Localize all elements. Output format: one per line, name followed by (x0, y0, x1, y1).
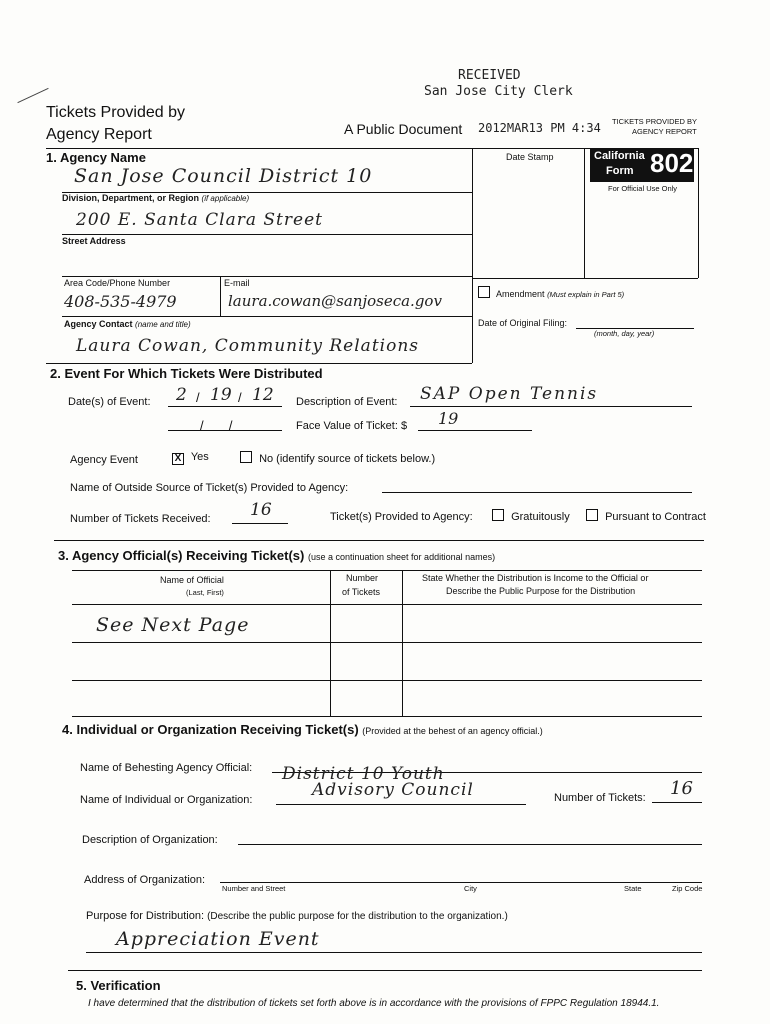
address-zip-caption: Zip Code (672, 884, 703, 893)
gratuitously-checkbox[interactable] (492, 509, 504, 521)
section1-heading: 1. Agency Name (46, 150, 146, 165)
provided-to-agency-label: Ticket(s) Provided to Agency: (330, 511, 473, 523)
division-note: (if applicable) (201, 194, 250, 203)
received-stamp: RECEIVED (458, 68, 521, 83)
phone-value: 408-535-4979 (64, 292, 177, 311)
behesting-official-value: District 10 Youth (282, 764, 445, 784)
public-document-label: A Public Document (344, 121, 463, 137)
amendment-note: (Must explain in Part 5) (547, 290, 625, 299)
organization-name-value: Advisory Council (312, 780, 474, 800)
section3-heading-note: (use a continuation sheet for additional names) (307, 552, 496, 562)
section5-heading: 5. Verification (76, 978, 161, 993)
amendment-checkbox[interactable] (478, 286, 490, 298)
face-value: 19 (438, 409, 459, 428)
section3-heading (58, 548, 495, 563)
behesting-official-label: Name of Behesting Agency Official: (80, 762, 253, 774)
col-name-header: Name of Official (160, 575, 224, 585)
org-address-rule[interactable] (220, 882, 702, 883)
division-label-text: Division, Department, or Region (62, 193, 200, 203)
stray-mark (17, 88, 48, 103)
section1-bottom-rule (46, 363, 472, 364)
event-date-rule (168, 406, 282, 407)
face-value-label: Face Value of Ticket: $ (296, 420, 408, 432)
tickets-received-label: Number of Tickets Received: (70, 513, 211, 525)
event-date-day: 19 (210, 385, 232, 405)
tickets-received-rule (232, 523, 288, 524)
table-top-rule (72, 570, 702, 571)
original-filing-label: Date of Original Filing: (478, 318, 568, 328)
corner-title-2: AGENCY REPORT (632, 127, 697, 136)
event-description-label: Description of Event: (296, 396, 398, 408)
address-street-caption: Number and Street (222, 884, 286, 893)
org-tickets-value: 16 (670, 778, 693, 799)
gratuitously-label: Gratuitously (511, 511, 570, 523)
agency-name-value: San Jose Council District 10 (74, 165, 373, 187)
org-tickets-rule (652, 802, 702, 803)
col-number-subheader: of Tickets (342, 587, 381, 597)
original-filing-format: (month, day, year) (594, 329, 655, 338)
date-stamp-divider (584, 148, 585, 278)
face-value-rule (418, 430, 532, 431)
contact-value: Laura Cowan, Community Relations (76, 336, 419, 356)
yes-label: Yes (190, 451, 209, 463)
contact-note: (name and title) (135, 320, 191, 329)
agency-column-divider (472, 148, 473, 363)
table-row-rule-2 (72, 680, 702, 681)
col-name-subheader: (Last, First) (186, 588, 224, 597)
verification-text: I have determined that the distribution of tickets set forth above is in accordance with the provisions of FPPC Regulation 18944.1. (88, 998, 660, 1009)
distribution-purpose-rule (86, 952, 702, 953)
email-value: laura.cowan@sanjoseca.gov (228, 292, 442, 310)
phone-label: Area Code/Phone Number (64, 278, 171, 288)
distribution-purpose-label-text: Purpose for Distribution: (86, 910, 204, 922)
contact-label (64, 319, 191, 329)
address-state-caption: State (624, 884, 642, 893)
pursuant-option (586, 509, 706, 523)
distribution-purpose-label (86, 910, 508, 922)
yes-checkbox[interactable]: X (172, 453, 184, 465)
section5-top-rule (68, 970, 702, 971)
gratuitously-option (492, 509, 570, 523)
table-col-divider-1 (330, 570, 331, 716)
street-address-label: Street Address (62, 236, 126, 246)
right-border (698, 148, 699, 278)
contact-top-rule (62, 316, 472, 317)
event-description-value: SAP Open Tennis (420, 384, 599, 404)
col-purpose-subheader: Describe the Public Purpose for the Distribution (446, 586, 636, 596)
section4-heading-note: (Provided at the behest of an agency official.) (362, 726, 543, 736)
org-description-label: Description of Organization: (82, 834, 218, 846)
table-header-rule (72, 604, 702, 605)
ca-form-badge (590, 148, 694, 182)
ca-form-label-1: California (594, 150, 645, 162)
date-separator-2: / (238, 390, 242, 405)
agency-event-no (240, 451, 435, 465)
event-date2-separators: / / (200, 418, 233, 433)
outside-source-label: Name of Outside Source of Ticket(s) Provided to Agency: (70, 482, 349, 494)
phone-top-rule (62, 276, 472, 277)
agency-event-label: Agency Event (70, 454, 138, 466)
org-tickets-label: Number of Tickets: (554, 792, 646, 804)
official-use-label: For Official Use Only (608, 184, 678, 193)
distribution-purpose-value: Appreciation Event (116, 928, 320, 950)
section2-heading: 2. Event For Which Tickets Were Distributed (50, 366, 323, 381)
pursuant-label: Pursuant to Contract (605, 511, 706, 523)
table-col-divider-2 (402, 570, 403, 716)
ca-form-label-2: Form (606, 165, 634, 177)
date-stamp-text: 2012MAR13 PM 4:34 (478, 121, 601, 135)
col-purpose-header: State Whether the Distribution is Income to the Official or (422, 573, 649, 583)
agency-event-yes (172, 451, 209, 465)
date-separator-1: / (196, 390, 200, 405)
date-stamp-bottom-rule (472, 278, 698, 279)
no-label: No (identify source of tickets below.) (259, 453, 436, 465)
organization-name-rule (276, 804, 526, 805)
official-row1-name: See Next Page (96, 614, 250, 636)
event-description-rule (410, 406, 692, 407)
tickets-received-value: 16 (250, 500, 272, 520)
table-bottom-rule (72, 716, 702, 717)
org-address-label: Address of Organization: (84, 874, 206, 886)
section4-heading-text: 4. Individual or Organization Receiving Ticket(s) (62, 722, 359, 737)
section3-heading-text: 3. Agency Official(s) Receiving Ticket(s) (58, 548, 305, 563)
form-title-line2: Agency Report (46, 126, 152, 143)
col-number-header: Number (346, 573, 379, 583)
outside-source-rule[interactable] (382, 492, 692, 493)
division-label (62, 193, 249, 203)
street-rule (62, 234, 472, 235)
amendment-field (478, 286, 624, 299)
clerk-stamp: San Jose City Clerk (424, 84, 573, 99)
event-date-month: 2 (176, 385, 187, 405)
table-row-rule-1 (72, 642, 702, 643)
organization-name-label: Name of Individual or Organization: (80, 794, 253, 806)
section2-bottom-rule (54, 540, 704, 541)
corner-title-1: TICKETS PROVIDED BY (612, 117, 698, 126)
email-label: E-mail (224, 278, 250, 288)
event-dates-label: Date(s) of Event: (68, 396, 151, 408)
pursuant-checkbox[interactable] (586, 509, 598, 521)
street-address-value: 200 E. Santa Clara Street (76, 210, 323, 230)
phone-email-divider (220, 276, 221, 316)
form-title-line1: Tickets Provided by (46, 104, 186, 121)
amendment-label: Amendment (496, 289, 545, 299)
org-description-rule[interactable] (238, 844, 702, 845)
contact-label-text: Agency Contact (64, 319, 133, 329)
address-city-caption: City (464, 884, 477, 893)
event-date-year: 12 (252, 385, 274, 405)
distribution-purpose-note: (Describe the public purpose for the distribution to the organization.) (207, 911, 508, 922)
form-number: 802 (650, 148, 694, 178)
no-checkbox[interactable] (240, 451, 252, 463)
date-stamp-label: Date Stamp (506, 152, 554, 162)
section4-heading (62, 722, 543, 737)
